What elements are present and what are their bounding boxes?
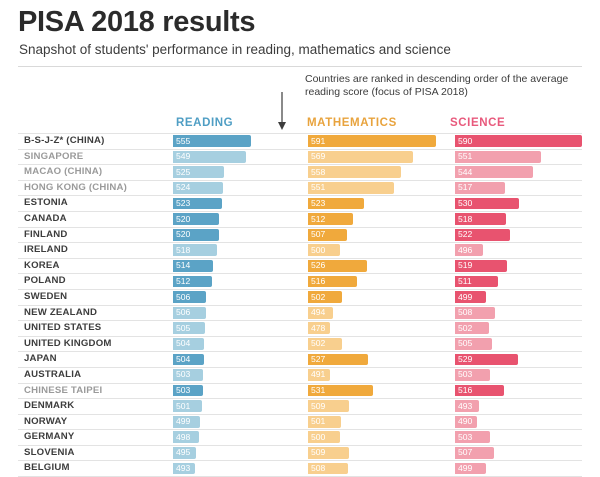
- bar-reading: [173, 338, 204, 350]
- country-label: HONG KONG (CHINA): [24, 181, 128, 193]
- country-label: IRELAND: [24, 244, 69, 256]
- bar-value-label: 506: [176, 291, 191, 302]
- country-label: NORWAY: [24, 415, 68, 427]
- table-row: [18, 259, 582, 275]
- bar-mathematics: [308, 135, 436, 147]
- country-label: MACAO (CHINA): [24, 166, 103, 178]
- bar-science: [455, 385, 504, 397]
- bar-science: [455, 135, 582, 147]
- bar-science: [455, 276, 498, 288]
- table-row: [18, 384, 582, 400]
- country-label: POLAND: [24, 275, 66, 287]
- bar-value-label: 511: [458, 275, 472, 286]
- bar-value-label: 558: [311, 166, 326, 177]
- bar-mathematics: [308, 276, 357, 288]
- bar-reading: [173, 385, 203, 397]
- bar-value-label: 529: [458, 353, 473, 364]
- country-label: SLOVENIA: [24, 446, 75, 458]
- bar-value-label: 518: [458, 213, 473, 224]
- bar-value-label: 551: [458, 151, 473, 162]
- bar-value-label: 478: [311, 322, 326, 333]
- bar-value-label: 501: [311, 416, 326, 427]
- column-header-science: SCIENCE: [450, 117, 506, 129]
- bar-value-label: 500: [311, 244, 326, 255]
- bar-reading: [173, 291, 206, 303]
- country-label: AUSTRALIA: [24, 368, 82, 380]
- bar-reading: [173, 369, 203, 381]
- bar-mathematics: [308, 151, 413, 163]
- bar-value-label: 506: [176, 307, 191, 318]
- ranking-annotation: Countries are ranked in descending order of the average reading score (focus of PISA 2018): [305, 73, 569, 98]
- bar-value-label: 519: [458, 260, 473, 271]
- bar-mathematics: [308, 322, 330, 334]
- bar-value-label: 520: [176, 213, 191, 224]
- bar-value-label: 491: [311, 369, 326, 380]
- bar-value-label: 569: [311, 151, 326, 162]
- bar-reading: [173, 463, 195, 475]
- bar-value-label: 503: [458, 369, 473, 380]
- bar-value-label: 516: [311, 275, 326, 286]
- bar-reading: [173, 213, 219, 225]
- bar-science: [455, 431, 490, 443]
- page-title: PISA 2018 results: [18, 6, 256, 38]
- bar-science: [455, 322, 489, 334]
- bar-value-label: 591: [311, 135, 326, 146]
- bar-reading: [173, 416, 200, 428]
- table-row: [18, 243, 582, 259]
- bar-mathematics: [308, 166, 401, 178]
- bar-reading: [173, 276, 212, 288]
- bar-value-label: 503: [458, 431, 473, 442]
- country-label: DENMARK: [24, 400, 75, 412]
- bar-value-label: 493: [176, 463, 191, 474]
- country-label: UNITED KINGDOM: [24, 337, 112, 349]
- bar-mathematics: [308, 213, 353, 225]
- country-label: GERMANY: [24, 431, 75, 443]
- bar-value-label: 502: [458, 322, 473, 333]
- bar-value-label: 495: [176, 447, 191, 458]
- table-row: [18, 399, 582, 415]
- column-header-reading: READING: [176, 117, 234, 129]
- bar-value-label: 549: [176, 151, 191, 162]
- bar-mathematics: [308, 400, 349, 412]
- bar-value-label: 514: [176, 260, 191, 271]
- country-label: KOREA: [24, 259, 60, 271]
- bar-reading: [173, 151, 246, 163]
- bar-value-label: 523: [311, 197, 326, 208]
- table-row: [18, 321, 582, 337]
- bar-reading: [173, 244, 217, 256]
- bar-reading: [173, 354, 204, 366]
- header-divider: [18, 66, 582, 67]
- bar-mathematics: [308, 291, 342, 303]
- table-row: [18, 228, 582, 244]
- country-label: ESTONIA: [24, 197, 68, 209]
- bar-mathematics: [308, 260, 367, 272]
- bar-value-label: 527: [311, 353, 326, 364]
- table-row: [18, 461, 582, 477]
- bar-reading: [173, 307, 206, 319]
- bar-value-label: 503: [176, 385, 191, 396]
- bar-value-label: 508: [311, 463, 326, 474]
- bar-science: [455, 182, 505, 194]
- table-row: [18, 352, 582, 368]
- bar-reading: [173, 135, 251, 147]
- bar-reading: [173, 166, 224, 178]
- table-row: [18, 337, 582, 353]
- bar-mathematics: [308, 198, 364, 210]
- bar-value-label: 518: [176, 244, 191, 255]
- bar-value-label: 502: [311, 291, 326, 302]
- page-subtitle: Snapshot of students' performance in reading, mathematics and science: [19, 42, 451, 57]
- bar-value-label: 531: [311, 385, 326, 396]
- country-label: JAPAN: [24, 353, 57, 365]
- table-row: [18, 446, 582, 462]
- table-row: [18, 150, 582, 166]
- bar-value-label: 516: [458, 385, 473, 396]
- bar-science: [455, 244, 483, 256]
- bar-value-label: 523: [176, 197, 191, 208]
- bar-science: [455, 213, 506, 225]
- country-label: CANADA: [24, 212, 67, 224]
- bar-mathematics: [308, 385, 373, 397]
- country-label: BELGIUM: [24, 462, 70, 474]
- bar-value-label: 499: [458, 463, 473, 474]
- bar-value-label: 503: [176, 369, 191, 380]
- table-row: [18, 306, 582, 322]
- table-row: [18, 430, 582, 446]
- bar-mathematics: [308, 369, 330, 381]
- bar-value-label: 520: [176, 229, 191, 240]
- arrow-down-icon: [276, 92, 288, 132]
- bar-mathematics: [308, 244, 340, 256]
- bar-science: [455, 338, 492, 350]
- bar-value-label: 499: [458, 291, 473, 302]
- bar-value-label: 525: [176, 166, 191, 177]
- bar-value-label: 505: [176, 322, 191, 333]
- country-label: NEW ZEALAND: [24, 306, 98, 318]
- bar-value-label: 502: [311, 338, 326, 349]
- bar-reading: [173, 229, 219, 241]
- bar-science: [455, 416, 477, 428]
- bar-mathematics: [308, 463, 348, 475]
- bar-value-label: 504: [176, 353, 191, 364]
- table-row: [18, 196, 582, 212]
- bar-reading: [173, 447, 196, 459]
- bar-science: [455, 198, 519, 210]
- bar-mathematics: [308, 431, 340, 443]
- bar-reading: [173, 182, 223, 194]
- bar-value-label: 504: [176, 338, 191, 349]
- country-label: FINLAND: [24, 228, 68, 240]
- bar-reading: [173, 400, 202, 412]
- bar-science: [455, 447, 494, 459]
- table-row: [18, 415, 582, 431]
- bar-value-label: 512: [311, 213, 326, 224]
- table-row: [18, 133, 582, 150]
- country-label: SWEDEN: [24, 290, 68, 302]
- bar-mathematics: [308, 338, 342, 350]
- bar-science: [455, 400, 479, 412]
- bar-value-label: 499: [176, 416, 191, 427]
- bar-science: [455, 151, 541, 163]
- country-label: SINGAPORE: [24, 150, 84, 162]
- bar-science: [455, 307, 495, 319]
- bar-mathematics: [308, 182, 394, 194]
- bar-reading: [173, 431, 199, 443]
- country-label: CHINESE TAIPEI: [24, 384, 103, 396]
- bar-reading: [173, 198, 222, 210]
- bar-value-label: 551: [311, 182, 326, 193]
- table-row: [18, 165, 582, 181]
- bar-value-label: 507: [458, 447, 473, 458]
- bar-science: [455, 369, 490, 381]
- bar-value-label: 501: [176, 400, 191, 411]
- bar-value-label: 493: [458, 400, 473, 411]
- bar-value-label: 555: [176, 135, 191, 146]
- bar-value-label: 524: [176, 182, 191, 193]
- bar-science: [455, 463, 486, 475]
- country-label: UNITED STATES: [24, 322, 102, 334]
- bar-science: [455, 166, 533, 178]
- table-row: [18, 368, 582, 384]
- bar-reading: [173, 260, 213, 272]
- country-label: B-S-J-Z* (CHINA): [24, 135, 105, 146]
- table-row: [18, 212, 582, 228]
- bar-value-label: 526: [311, 260, 326, 271]
- bar-science: [455, 291, 486, 303]
- bar-value-label: 500: [311, 431, 326, 442]
- table-row: [18, 181, 582, 197]
- bar-reading: [173, 322, 205, 334]
- bar-mathematics: [308, 416, 341, 428]
- bar-science: [455, 354, 518, 366]
- bar-value-label: 509: [311, 447, 326, 458]
- column-header-mathematics: MATHEMATICS: [307, 117, 397, 129]
- bar-value-label: 517: [458, 182, 473, 193]
- bar-mathematics: [308, 229, 347, 241]
- bar-value-label: 498: [176, 431, 191, 442]
- bar-value-label: 496: [458, 244, 473, 255]
- chart-rows: [18, 133, 582, 477]
- bar-mathematics: [308, 447, 349, 459]
- bar-science: [455, 260, 507, 272]
- bar-value-label: 512: [176, 275, 191, 286]
- bar-value-label: 590: [458, 135, 473, 146]
- table-row: [18, 274, 582, 290]
- bar-value-label: 544: [458, 166, 473, 177]
- bar-value-label: 508: [458, 307, 473, 318]
- bar-mathematics: [308, 307, 333, 319]
- table-row: [18, 290, 582, 306]
- bar-value-label: 494: [311, 307, 326, 318]
- bar-value-label: 530: [458, 197, 473, 208]
- bar-science: [455, 229, 510, 241]
- bar-value-label: 507: [311, 229, 326, 240]
- bar-value-label: 490: [458, 416, 473, 427]
- bar-mathematics: [308, 354, 368, 366]
- bar-value-label: 509: [311, 400, 326, 411]
- bar-value-label: 505: [458, 338, 473, 349]
- bar-value-label: 522: [458, 229, 473, 240]
